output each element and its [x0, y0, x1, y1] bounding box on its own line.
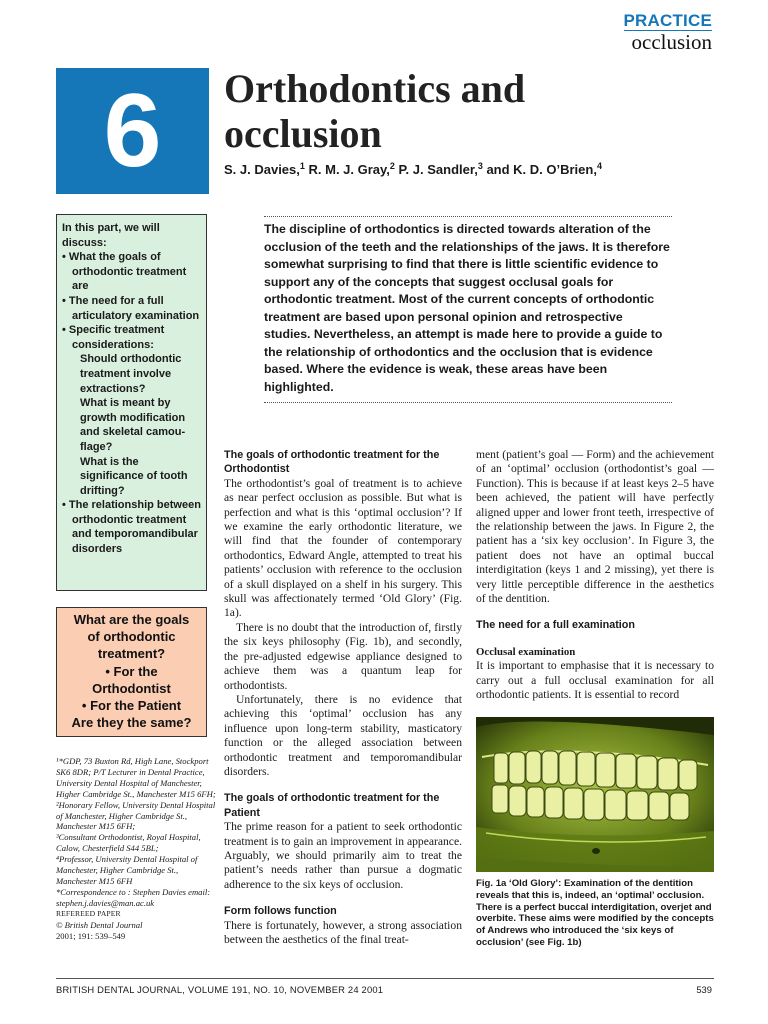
abstract: The discipline of orthodontics is directed towards alteration of the occlusion of the teeth and the relationships of the jaws. It is therefore somewhat surprising to find that there is little scientific evidence to support any of the concepts that suggest occlusal goals for orthodontic treatment. Most of the current concepts of orthodontic treatment are based upon personal opinion and retrospective studies. Nevertheless, an attempt is made here to provide a guide to the relationship of orthodontics and the occlusion that is evidence based. Where the evidence is weak, these areas have been highlighted. [264, 216, 672, 403]
author-affiliation-mark: 4 [596, 161, 602, 171]
body-column-left [224, 448, 462, 947]
question-line: of orthodontic [87, 629, 176, 645]
question-line: • For the Patient [81, 698, 182, 714]
in-this-part-subitem: Should orthodontic treatment involve extractions? [80, 353, 182, 395]
in-this-part-item: • What the goals of orthodontic treatment are [62, 251, 187, 293]
affiliation-line: ²Honorary Fellow, University Dental Hospital of Manchester, Higher Cambridge St., Manchester M15 6FH; [56, 799, 216, 832]
body-paragraph: ment (patient’s goal — Form) and the achievement of an ‘optimal’ occlusion (orthodontist’s goal — Function). This is because if at least keys 2–5 have been achieved, the patient will have perfectly aligned upper and lower front teeth, irrespective of the relationship between the jaws. In Figure 2, the patient has a ‘six key occlusion’. In Figure 3, the patient does not have an optimal buccal interdigitation (keys 1 and 2 missing), yet there is very little perceptible difference in the aesthetics of the dentition. [476, 448, 714, 606]
section-kicker: PRACTICE [623, 11, 712, 30]
body-paragraph: There is no doubt that the introduction of, firstly the six keys philosophy (Fig. 1b), and secondly, the pre-adjusted edgewise appliance designed to achieve them was a quantum leap for orthodontists. [224, 620, 462, 692]
citation-line: 2001; 191: 539–549 [56, 930, 126, 941]
body-paragraph: Unfortunately, there is no evidence that achieving this ‘optimal’ occlusion has any influence upon long-term stability, masticatory function or the alleged association between orthodontic treatment and temporomandibular disorders. [224, 692, 462, 778]
author-name: and K. D. O’Brien, [482, 162, 597, 177]
body-paragraph: There is fortunately, however, a strong association between the aesthetics of the final treat- [224, 918, 462, 946]
correspondence-line: *Correspondence to : Stephen Davies email: stephen.j.davies@man.ac.uk [56, 886, 211, 908]
in-this-part-subitem: What is meant by growth modification and skeletal camou-flage? [80, 397, 186, 453]
question-line: treatment? [97, 646, 166, 662]
in-this-part-intro: In this part, we will discuss: [62, 222, 160, 249]
title-line-1: Orthodontics and [224, 66, 526, 111]
part-number-badge: 6 [56, 68, 209, 194]
author-list [224, 160, 724, 180]
in-this-part-box [56, 214, 207, 591]
question-line: • For the [105, 663, 158, 679]
section-heading: The goals of orthodontic treatment for the Patient [224, 792, 440, 819]
in-this-part-item: • Specific treatment considerations: [62, 324, 165, 351]
author-name: S. J. Davies, [224, 162, 300, 177]
subsection-heading: Occlusal examination [476, 645, 576, 658]
affiliation-line: ³Consultant Orthodontist, Royal Hospital, Calow, Chesterfield S44 5BL; [56, 832, 201, 854]
section-name: occlusion [624, 30, 713, 53]
article-title [224, 66, 704, 156]
body-paragraph: The orthodontist’s goal of treatment is to achieve as near perfect occlusion as possible. But what is perfection and what is this ‘optimal occlusion’? If we examine the early orthodontic literature, we will find that the founder of contemporary orthodontics, Edward Angle, attempted to treat his patients’ occlusion with reference to the occlusion of a skull displayed on a shelf in his surgery. This skull was affectionately termed ‘Old Glory’ (Fig. 1a). [224, 476, 462, 620]
journal-citation-footer: BRITISH DENTAL JOURNAL, VOLUME 191, NO. 10, NOVEMBER 24 2001 [56, 984, 384, 995]
section-heading: Form follows function [224, 905, 337, 918]
footer-divider [56, 978, 714, 979]
affiliation-line: ⁴Professor, University Dental Hospital of Manchester, Higher Cambridge St., Manchester M15 6FH [56, 854, 198, 886]
body-paragraph: It is important to emphasise that it is necessary to carry out a full occlusal examination for all orthodontic patients. It is essential to record [476, 659, 714, 702]
body-paragraph: The prime reason for a patient to seek orthodontic treatment is to gain an improvement in appearance. Arguably, we should primarily aim to treat the patient’s needs rather than pursue a dogmatic adherence to the six keys of occlusion. [224, 820, 462, 891]
section-heading: The goals of orthodontic treatment for the Orthodontist [224, 449, 440, 476]
author-name: R. M. J. Gray, [304, 162, 390, 177]
body-column-right [476, 448, 714, 703]
in-this-part-item: • The need for a full articulatory examination [62, 294, 200, 322]
skull-teeth-illustration [476, 717, 714, 872]
question-line: Are they the same? [71, 715, 192, 731]
author-affiliation-mark: 2 [389, 161, 395, 171]
title-line-2: occlusion [224, 111, 382, 156]
author-affiliation-mark: 3 [477, 161, 483, 171]
section-heading: The need for a full examination [476, 619, 635, 632]
refereed-label: REFEREED PAPER [56, 908, 121, 918]
key-question-box [56, 607, 207, 737]
question-line: What are the goals [73, 612, 190, 627]
author-affiliations [56, 756, 216, 941]
author-affiliation-mark: 1 [299, 161, 305, 171]
in-this-part-subitem: What is the significance of tooth drifting? [80, 455, 188, 497]
section-label [624, 11, 713, 53]
figure-skull-image [476, 717, 714, 872]
figure-caption: Fig. 1a ‘Old Glory’: Examination of the dentition reveals that this is, indeed, an ‘optimal’ occlusion. There is a perfect buccal interdigitation, overjet and overbite. These aims were modified by the concepts of Andrews who introduced the ‘six keys of occlusion’ (see Fig. 1b) [476, 878, 714, 948]
affiliation-line: ¹*GDP, 73 Buxton Rd, High Lane, Stockport SK6 8DR; P/T Lecturer in Dental Practice, University Dental Hospital of Manchester, Higher Cambridge St., Manchester M15 6FH; [56, 756, 216, 799]
page-number: 539 [696, 984, 712, 995]
copyright-line: © British Dental Journal [56, 919, 143, 930]
author-name: P. J. Sandler, [394, 162, 478, 177]
question-line: Orthodontist [92, 680, 171, 696]
in-this-part-item: • The relationship between orthodontic treatment and temporomandibular disorders [62, 499, 201, 556]
